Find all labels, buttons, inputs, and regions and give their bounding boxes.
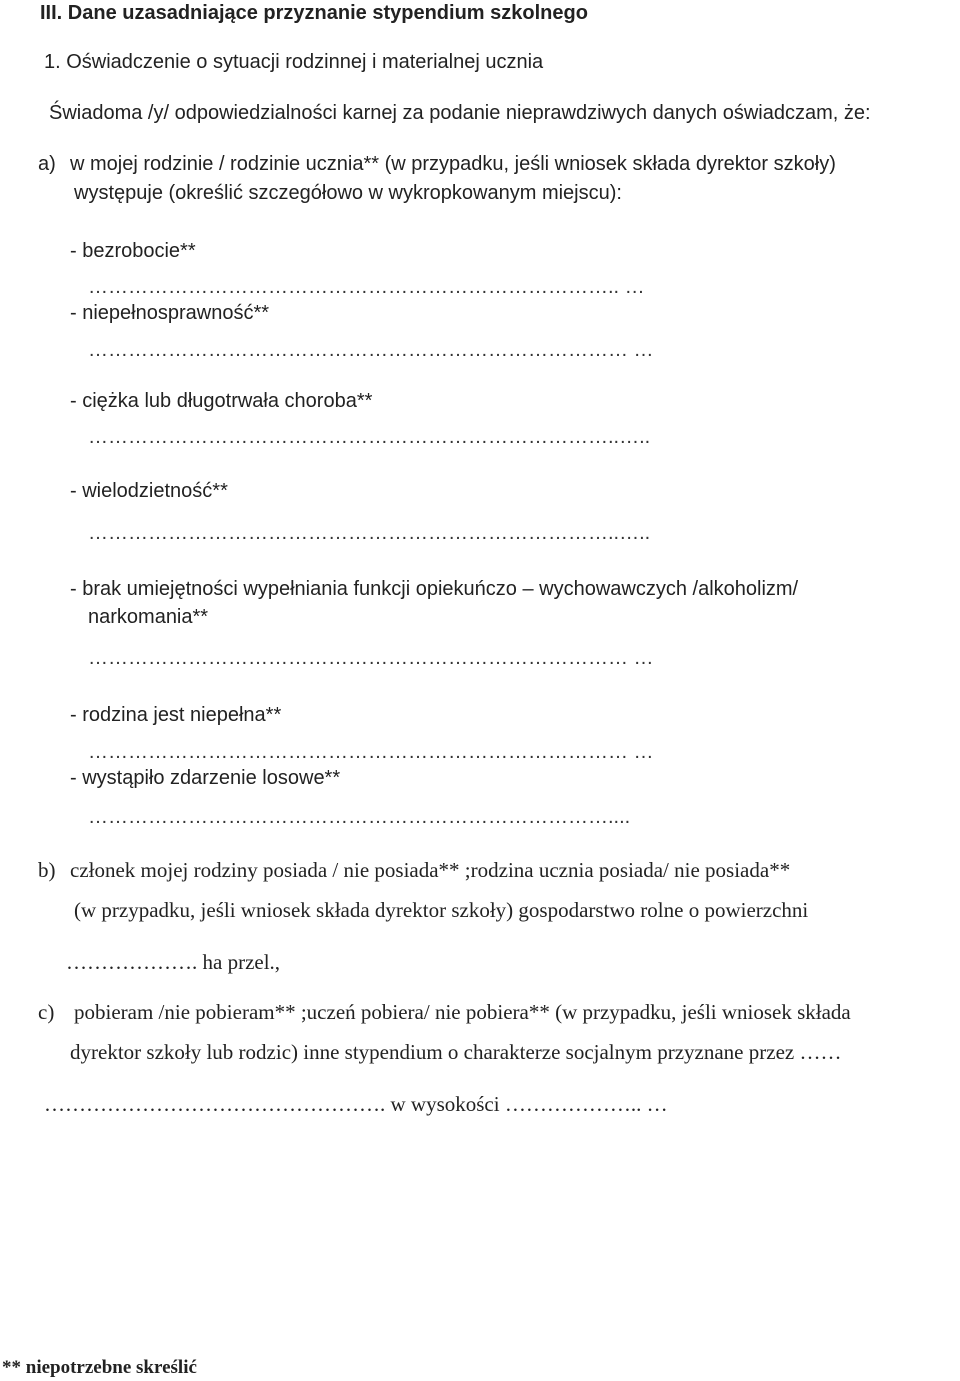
intro-statement: Świadoma /y/ odpowiedzialności karnej za podanie nieprawdziwych danych oświadczam, że: bbox=[49, 102, 871, 124]
point-c-line3: …………………………………………. w wysokości ……………….. … bbox=[44, 1092, 668, 1116]
item-care-incapacity-fill-line: ……………………………………………………………………… … bbox=[88, 647, 654, 669]
point-b-marker: b) bbox=[38, 858, 56, 882]
point-c-line1: pobieram /nie pobieram** ;uczeń pobiera/ nie pobiera** (w przypadku, jeśli wniosek składa bbox=[74, 1000, 851, 1024]
item-illness-label: - ciężka lub długotrwała choroba** bbox=[70, 390, 373, 412]
item-unemployment-fill-line: …………………………………………………………………….. … bbox=[88, 276, 645, 298]
item-large-family-label: - wielodzietność** bbox=[70, 480, 228, 502]
item-incomplete-family-label: - rodzina jest niepełna** bbox=[70, 704, 282, 726]
point-c-line2: dyrektor szkoły lub rodzic) inne stypendium o charakterze socjalnym przyznane przez …… bbox=[70, 1040, 842, 1064]
item-care-incapacity-label-line1: - brak umiejętności wypełniania funkcji opiekuńczo – wychowawczych /alkoholizm/ bbox=[70, 578, 799, 600]
subsection-title: 1. Oświadczenie o sytuacji rodzinnej i materialnej ucznia bbox=[44, 51, 544, 73]
point-b-line1: członek mojej rodziny posiada / nie posiada** ;rodzina ucznia posiada/ nie posiada** bbox=[70, 858, 791, 882]
footnote: ** niepotrzebne skreślić bbox=[2, 1357, 197, 1378]
point-a-line2: występuje (określić szczegółowo w wykropkowanym miejscu): bbox=[74, 182, 622, 204]
item-incomplete-family-fill-line: ……………………………………………………………………… … bbox=[88, 741, 654, 763]
item-disability-fill-line: ……………………………………………………………………… … bbox=[88, 339, 654, 361]
point-a-marker: a) bbox=[38, 153, 56, 175]
item-care-incapacity-label-line2: narkomania** bbox=[88, 606, 209, 628]
item-random-event-fill-line: …………………………………………………………………….... bbox=[88, 806, 631, 828]
item-unemployment-label: - bezrobocie** bbox=[70, 240, 196, 262]
item-random-event-label: - wystąpiło zdarzenie losowe** bbox=[70, 767, 341, 789]
section-title: III. Dane uzasadniające przyznanie stypendium szkolnego bbox=[40, 2, 588, 24]
point-a-line1: w mojej rodzinie / rodzinie ucznia** (w przypadku, jeśli wniosek składa dyrektor szkoły) bbox=[70, 153, 836, 175]
item-large-family-fill-line: ……………………………………………………………………..….. bbox=[88, 522, 651, 544]
item-illness-fill-line: ……………………………………………………………………..….. bbox=[88, 426, 651, 448]
point-b-line3: ………………. ha przel., bbox=[66, 950, 281, 974]
point-c-marker: c) bbox=[38, 1000, 55, 1024]
item-disability-label: - niepełnosprawność** bbox=[70, 302, 270, 324]
point-b-line2: (w przypadku, jeśli wniosek składa dyrektor szkoły) gospodarstwo rolne o powierzchni bbox=[74, 898, 809, 922]
